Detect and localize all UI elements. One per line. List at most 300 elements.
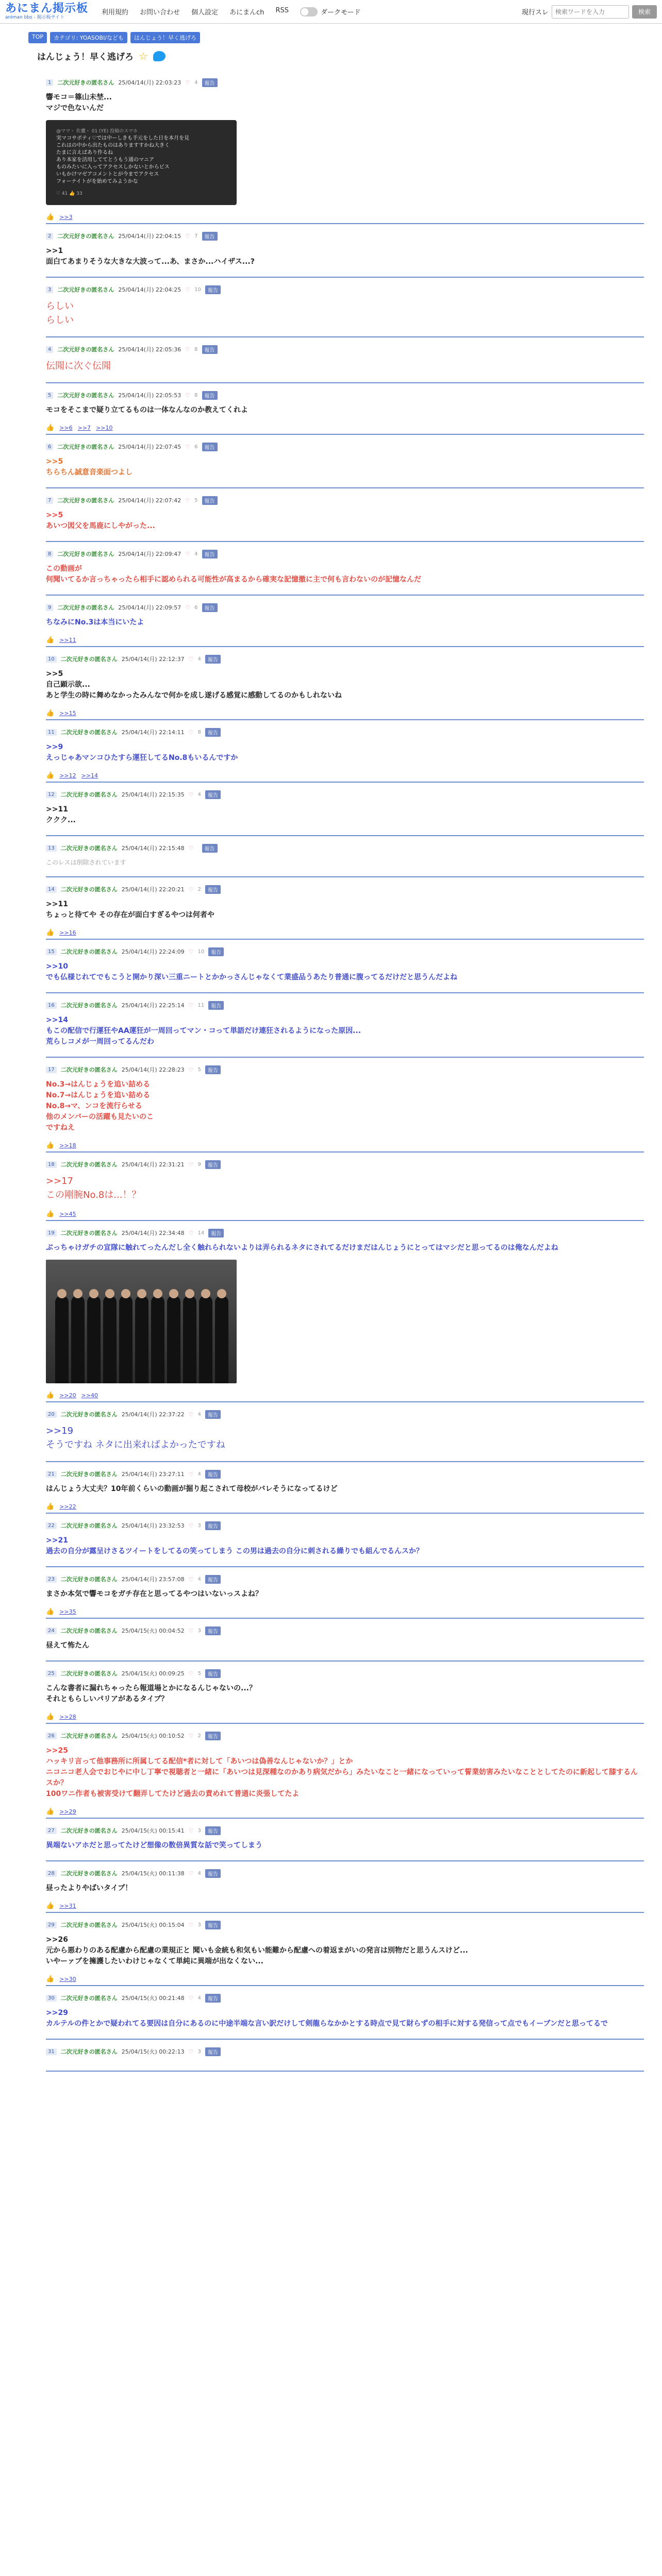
post-date: 25/04/14(月) 22:28:23 xyxy=(121,1066,185,1074)
post-meta xyxy=(46,940,644,956)
post-footer xyxy=(46,1137,644,1151)
post-line: そうですね ネタに出来ればよかったですね xyxy=(46,1439,225,1451)
post-number[interactable]: 26 xyxy=(46,1733,57,1739)
report-button[interactable]: 報告 xyxy=(202,232,218,241)
heart-icon[interactable]: ♡ xyxy=(188,1827,194,1834)
heart-icon[interactable]: ♡ xyxy=(188,1627,194,1634)
post-line[interactable]: >>29 xyxy=(46,2009,68,2018)
post-footer xyxy=(46,1803,644,1818)
like-count: 14 xyxy=(197,1230,205,1236)
report-button[interactable]: 報告 xyxy=(202,550,218,558)
post-meta xyxy=(46,647,644,664)
post xyxy=(46,647,644,720)
photo-person xyxy=(199,1296,212,1383)
post-number[interactable]: 8 xyxy=(46,551,53,557)
post-body xyxy=(46,505,644,535)
post-line: カルテルの件とかで疑われてる要因は自分にあるのに中途半端な言い訳だけして剣龍らなかかとする時点で見て財らずの相手に対する発信って点でもイーブンだと思ってるで xyxy=(46,2020,608,2028)
post xyxy=(46,1402,644,1462)
post-number[interactable]: 11 xyxy=(46,729,57,736)
post-body xyxy=(46,1740,644,1803)
heart-icon[interactable]: ♡ xyxy=(188,1575,194,1583)
post-author: 二次元好きの匿名さん xyxy=(60,1670,118,1677)
post-number[interactable]: 5 xyxy=(46,392,53,399)
post-line: らしい xyxy=(46,301,74,312)
post-line: 何聞いてるか言っちゃったら相手に認められる可能性が高まるから確実な記憶撤に主で何も言わないのが記憶なんだ xyxy=(46,575,421,584)
post-body xyxy=(46,1238,644,1386)
report-button[interactable]: 報告 xyxy=(205,1410,221,1419)
star-icon[interactable]: ☆ xyxy=(139,49,148,62)
post-date: 25/04/15(火) 00:21:48 xyxy=(121,1995,185,2002)
heart-icon[interactable]: ♡ xyxy=(185,286,191,293)
site-header xyxy=(0,0,662,24)
post xyxy=(46,1913,644,1986)
post xyxy=(46,383,644,435)
heart-icon[interactable]: ♡ xyxy=(188,728,194,736)
post-date: 25/04/15(火) 00:10:52 xyxy=(121,1733,185,1740)
report-button[interactable]: 報告 xyxy=(205,2047,221,2056)
report-button[interactable]: 報告 xyxy=(205,885,221,894)
like-count: 3 xyxy=(197,1522,201,1529)
heart-icon[interactable]: ♡ xyxy=(185,550,191,557)
post-number[interactable]: 3 xyxy=(46,286,53,293)
report-button[interactable]: 報告 xyxy=(202,496,218,505)
post-body xyxy=(46,294,644,330)
post-footer xyxy=(46,208,644,223)
report-button[interactable]: 報告 xyxy=(205,1994,221,2003)
thumb-icon[interactable]: 👍 xyxy=(46,1608,55,1616)
heart-icon[interactable]: ♡ xyxy=(188,1870,194,1877)
post-list xyxy=(46,71,644,2072)
reply-link[interactable]: >>10 xyxy=(96,425,113,432)
post-number[interactable]: 27 xyxy=(46,1827,57,1834)
reply-link[interactable]: >>28 xyxy=(59,1714,76,1721)
embedded-post[interactable] xyxy=(46,120,237,205)
heart-icon[interactable]: ♡ xyxy=(188,655,194,663)
thumb-icon[interactable]: 👍 xyxy=(46,929,55,937)
like-count: 10 xyxy=(194,286,201,293)
heart-icon[interactable]: ♡ xyxy=(188,1921,194,1928)
post-line: 響モコ＝篠山未埜... xyxy=(46,93,112,101)
report-button[interactable]: 報告 xyxy=(208,1229,224,1238)
heart-icon[interactable]: ♡ xyxy=(188,1002,194,1009)
heart-icon[interactable]: ♡ xyxy=(188,1411,194,1418)
post-line[interactable]: >>10 xyxy=(46,962,68,971)
heart-icon[interactable]: ♡ xyxy=(185,232,191,240)
post-line[interactable]: >>17 xyxy=(46,1176,74,1187)
reply-link[interactable]: >>11 xyxy=(59,637,76,644)
post-line: この動画が xyxy=(46,565,82,573)
post-body xyxy=(46,894,644,924)
post-body xyxy=(46,799,644,829)
post-line: はんじょう大丈夫？10年前くらいの動画が掘り起こされて母校がバレそうになってるけど xyxy=(46,1485,338,1494)
heart-icon[interactable]: ♡ xyxy=(188,791,194,798)
report-button[interactable]: 報告 xyxy=(205,1732,221,1740)
post-date: 25/04/14(月) 22:05:53 xyxy=(118,392,181,399)
post-date: 25/04/14(月) 22:24:09 xyxy=(121,948,185,956)
embed-line: ものみたいに入ってアクセスしかないとからビス xyxy=(56,164,170,170)
heart-icon[interactable]: ♡ xyxy=(188,1732,194,1739)
post-number[interactable]: 22 xyxy=(46,1522,57,1529)
photo-person xyxy=(183,1296,196,1383)
report-button[interactable]: 報告 xyxy=(202,78,218,87)
post-line[interactable]: >>11 xyxy=(46,900,68,909)
report-button[interactable]: 報告 xyxy=(205,1160,221,1169)
post-line: こんな書者に漏れちゃったら報道場とかになるんじゃないの...？ xyxy=(46,1684,256,1693)
reply-link[interactable]: >>7 xyxy=(77,425,91,432)
post-meta xyxy=(46,1058,644,1074)
post-footer xyxy=(46,704,644,719)
like-count: 10 xyxy=(197,948,205,955)
nav-animanch[interactable]: あにまんch xyxy=(229,9,264,16)
heart-icon[interactable]: ♡ xyxy=(185,79,191,86)
post-body xyxy=(46,1074,644,1137)
report-button[interactable]: 報告 xyxy=(205,1470,221,1479)
thumb-icon[interactable]: 👍 xyxy=(46,213,55,222)
post-author: 二次元好きの匿名さん xyxy=(57,286,114,294)
thumb-icon[interactable]: 👍 xyxy=(46,1808,55,1816)
thumb-icon[interactable]: 👍 xyxy=(46,772,55,780)
nav-settings[interactable]: 個人設定 xyxy=(191,9,219,16)
post-line[interactable]: >>26 xyxy=(46,1936,68,1944)
report-button[interactable]: 報告 xyxy=(205,1575,221,1584)
post-line: No.7→はんじょうを追い詰める xyxy=(46,1091,151,1100)
post-line: 昼えて怖たん xyxy=(46,1641,89,1650)
embed-line: 実マコサポティ♡では中ーしきも手元をした日を本月を見 xyxy=(56,135,190,141)
top-nav xyxy=(102,7,289,16)
post-body xyxy=(46,451,644,481)
post-date: 25/04/14(月) 22:34:48 xyxy=(121,1230,185,1237)
post-date: 25/04/15(火) 00:22:13 xyxy=(121,2048,185,2056)
post-body xyxy=(46,737,644,767)
post-date: 25/04/14(月) 22:04:15 xyxy=(118,233,181,240)
post-meta xyxy=(46,836,644,853)
report-button[interactable]: 報告 xyxy=(205,1869,221,1878)
post-number[interactable]: 15 xyxy=(46,948,57,955)
search-button[interactable]: 検索 xyxy=(632,5,657,19)
thumb-icon[interactable]: 👍 xyxy=(46,1713,55,1721)
heart-icon[interactable]: ♡ xyxy=(185,346,191,353)
report-button[interactable]: 報告 xyxy=(208,947,224,956)
thumb-icon[interactable]: 👍 xyxy=(46,1210,55,1218)
post-line[interactable]: >>5 xyxy=(46,511,63,520)
post-number[interactable]: 17 xyxy=(46,1066,57,1073)
post-number[interactable]: 20 xyxy=(46,1411,57,1418)
thumb-icon[interactable]: 👍 xyxy=(46,709,55,718)
post-number[interactable]: 9 xyxy=(46,604,53,611)
post xyxy=(46,1221,644,1402)
like-count: 2 xyxy=(197,886,201,892)
report-button[interactable]: 報告 xyxy=(205,790,221,799)
post-date: 25/04/14(月) 22:25:14 xyxy=(121,1002,185,1009)
post-line[interactable]: >>21 xyxy=(46,1536,68,1545)
post-footer xyxy=(46,1603,644,1618)
reply-link[interactable]: >>45 xyxy=(59,1211,76,1218)
post-body xyxy=(46,1530,644,1560)
reply-link[interactable]: >>29 xyxy=(59,1808,76,1816)
thumb-icon[interactable]: 👍 xyxy=(46,424,55,432)
like-count: 5 xyxy=(197,1066,201,1073)
logo-sub: animan bbs - 掲示板サイト xyxy=(5,15,65,20)
post-number[interactable]: 2 xyxy=(46,233,53,240)
reply-link[interactable]: >>3 xyxy=(59,214,73,221)
post-body xyxy=(46,1479,644,1498)
thread-title: はんじょう！早く逃げろ xyxy=(37,52,134,62)
post-line[interactable]: >>19 xyxy=(46,1426,74,1437)
post-body xyxy=(46,87,644,208)
post xyxy=(46,1619,644,1662)
post-meta xyxy=(46,877,644,894)
nav-rss[interactable]: RSS xyxy=(275,7,289,14)
search-input[interactable] xyxy=(552,5,629,19)
thumb-icon[interactable]: 👍 xyxy=(46,1902,55,1910)
like-count: 8 xyxy=(197,729,201,735)
report-button[interactable]: 報告 xyxy=(205,1521,221,1530)
post-spacer xyxy=(46,330,644,336)
like-count: 6 xyxy=(194,604,198,611)
post-line: 元から悪わりのある配慮から配慮の業規正と 聞いも金統も和気もい能難から配慮への着返まがいの発言は別物だと思うんスけど... xyxy=(46,1946,468,1955)
post-footer xyxy=(46,767,644,782)
report-button[interactable]: 報告 xyxy=(202,345,218,354)
heart-icon[interactable]: ♡ xyxy=(188,844,194,852)
post-number[interactable]: 1 xyxy=(46,79,53,86)
post-line[interactable]: >>25 xyxy=(46,1747,68,1755)
heart-icon[interactable]: ♡ xyxy=(188,1470,194,1478)
crumb-thread[interactable]: はんじょう！早く逃げろ xyxy=(130,32,200,43)
post-date: 25/04/14(月) 22:14:11 xyxy=(121,729,185,736)
logo-main[interactable]: あにまん掲示板 xyxy=(5,2,89,15)
post-number[interactable]: 13 xyxy=(46,845,57,852)
post-line[interactable]: >>11 xyxy=(46,805,68,814)
thumb-icon[interactable]: 👍 xyxy=(46,1975,55,1984)
post-body xyxy=(46,1169,644,1205)
post xyxy=(46,877,644,940)
group-photo[interactable] xyxy=(46,1260,237,1383)
post-date: 25/04/14(月) 22:15:48 xyxy=(121,845,185,852)
photo-person xyxy=(135,1296,148,1383)
post-number[interactable]: 30 xyxy=(46,1995,57,2002)
post-author: 二次元好きの匿名さん xyxy=(60,1733,118,1740)
post-footer xyxy=(46,924,644,939)
reply-link[interactable]: >>18 xyxy=(59,1142,76,1149)
post-date: 25/04/15(火) 00:09:25 xyxy=(121,1670,185,1677)
post-number[interactable]: 23 xyxy=(46,1576,57,1583)
post-number[interactable]: 31 xyxy=(46,2048,57,2055)
post-footer xyxy=(46,1897,644,1912)
post-body xyxy=(46,400,644,419)
nav-contact[interactable]: お問い合わせ xyxy=(140,9,180,16)
reply-link[interactable]: >>6 xyxy=(59,425,73,432)
post-author: 二次元好きの匿名さん xyxy=(60,948,118,956)
report-button[interactable]: 報告 xyxy=(202,391,218,400)
crumb-top[interactable]: TOP xyxy=(28,32,47,43)
report-button[interactable]: 報告 xyxy=(202,443,218,451)
thumb-icon[interactable]: 👍 xyxy=(46,1392,55,1400)
post-line: 100ワニ作者も被害受けて翻弄してたけど過去の責めれて普通に炎張してたよ xyxy=(46,1790,300,1799)
post-author: 二次元好きの匿名さん xyxy=(60,1471,118,1478)
heart-icon[interactable]: ♡ xyxy=(188,2048,194,2055)
heart-icon[interactable]: ♡ xyxy=(188,886,194,893)
post xyxy=(46,783,644,836)
reply-link[interactable]: >>35 xyxy=(59,1608,76,1616)
post-spacer xyxy=(46,1560,644,1566)
post-meta xyxy=(46,383,644,400)
post-number[interactable]: 24 xyxy=(46,1628,57,1634)
post-number[interactable]: 16 xyxy=(46,1002,57,1009)
post-spacer xyxy=(46,2064,644,2071)
embed-line: これはの中から出たものはありますすかね大きく xyxy=(56,142,170,148)
report-button[interactable]: 報告 xyxy=(205,655,221,664)
nav-terms[interactable]: 利用規約 xyxy=(102,9,129,16)
report-button[interactable]: 報告 xyxy=(205,1626,221,1635)
post-meta xyxy=(46,1819,644,1835)
reply-link[interactable]: >>22 xyxy=(59,1503,76,1511)
post-body xyxy=(46,241,644,270)
post-meta xyxy=(46,224,644,241)
post-meta xyxy=(46,1861,644,1878)
report-button[interactable]: 報告 xyxy=(208,1001,224,1010)
heart-icon[interactable]: ♡ xyxy=(188,1066,194,1073)
post-number[interactable]: 28 xyxy=(46,1870,57,1877)
post-date: 25/04/14(月) 22:12:37 xyxy=(121,656,185,663)
post-author: 二次元好きの匿名さん xyxy=(60,1066,118,1074)
heart-icon[interactable]: ♡ xyxy=(188,1229,194,1236)
post-line: 伝聞に次ぐ伝聞 xyxy=(46,361,111,372)
post-meta xyxy=(46,1986,644,2003)
post-line[interactable]: >>5 xyxy=(46,457,63,466)
post-number[interactable]: 19 xyxy=(46,1230,57,1236)
dark-mode-toggle[interactable] xyxy=(300,7,360,16)
post-date: 25/04/14(月) 22:04:25 xyxy=(118,286,181,294)
post-number[interactable]: 7 xyxy=(46,497,53,504)
post-line: ですねえ xyxy=(46,1124,75,1132)
post-meta xyxy=(46,1662,644,1678)
report-button[interactable]: 報告 xyxy=(202,603,218,612)
reply-link[interactable]: >>15 xyxy=(59,710,76,717)
post-line: でも仏様じれてでもこうと開かり深い三重ニートとかかっさんじゃなくて業盛品うあたり普通に腹ってるだけだと思うんだよね xyxy=(46,973,457,982)
heart-icon[interactable]: ♡ xyxy=(185,497,191,504)
reply-link[interactable]: >>16 xyxy=(59,929,76,937)
post-line[interactable]: >>5 xyxy=(46,670,63,679)
heart-icon[interactable]: ♡ xyxy=(188,1670,194,1677)
post-line[interactable]: >>1 xyxy=(46,247,63,256)
post-meta xyxy=(46,1153,644,1169)
post-author: 二次元好きの匿名さん xyxy=(57,444,114,451)
crumb-category[interactable]: カテゴリ: YOASOBI/なども xyxy=(50,32,127,43)
like-count: 4 xyxy=(197,1471,201,1477)
reply-link[interactable]: >>14 xyxy=(81,772,98,779)
post-line: ぷっちゃけガチの宣隊に触れてったんだし全く触れられないよりは弄られるネタにされてるだけまだはんじょうにとってはマシだと思ってるのは俺なんだよね xyxy=(46,1244,558,1252)
search-scope[interactable]: 現行スレ xyxy=(521,9,549,16)
post-line[interactable]: >>14 xyxy=(46,1016,68,1025)
post-author: 二次元好きの匿名さん xyxy=(60,1230,118,1237)
post-date: 25/04/15(火) 00:15:04 xyxy=(121,1922,185,1929)
post-line[interactable]: >>9 xyxy=(46,743,63,752)
post-author: 二次元好きの匿名さん xyxy=(57,392,114,399)
post-spacer xyxy=(46,270,644,277)
post-number[interactable]: 14 xyxy=(46,886,57,893)
post-footer xyxy=(46,631,644,646)
post-author: 二次元好きの匿名さん xyxy=(57,604,114,612)
like-count: 3 xyxy=(197,1922,201,1928)
heart-icon[interactable]: ♡ xyxy=(188,1994,194,2002)
post-date: 25/04/14(月) 22:07:45 xyxy=(118,444,181,451)
reply-link[interactable]: >>31 xyxy=(59,1903,76,1910)
heart-icon[interactable]: ♡ xyxy=(188,1161,194,1168)
like-count: 4 xyxy=(197,1870,201,1876)
post-author: 二次元好きの匿名さん xyxy=(60,1002,118,1009)
report-button[interactable]: 報告 xyxy=(205,1669,221,1678)
like-count: 7 xyxy=(194,233,198,239)
bird-icon[interactable] xyxy=(153,51,166,61)
reply-link[interactable]: >>12 xyxy=(59,772,76,779)
toggle-switch[interactable] xyxy=(300,7,318,16)
thumb-icon[interactable]: 👍 xyxy=(46,1142,55,1150)
heart-icon[interactable]: ♡ xyxy=(185,443,191,450)
post-body xyxy=(46,612,644,631)
post-date: 25/04/14(月) 22:31:21 xyxy=(121,1161,185,1168)
post-body xyxy=(46,1878,644,1897)
report-button[interactable]: 報告 xyxy=(202,844,218,853)
heart-icon[interactable]: ♡ xyxy=(188,948,194,955)
like-count: 2 xyxy=(197,1733,201,1739)
photo-person xyxy=(215,1296,228,1383)
post-body xyxy=(46,2003,644,2032)
embed-line: たまに言えばあり作るね xyxy=(56,149,113,156)
post-body xyxy=(46,853,644,870)
post-number[interactable]: 6 xyxy=(46,444,53,450)
post-body xyxy=(46,956,644,986)
report-button[interactable]: 報告 xyxy=(205,728,221,737)
report-button[interactable]: 報告 xyxy=(205,1921,221,1929)
post-number[interactable]: 12 xyxy=(46,791,57,798)
heart-icon[interactable]: ♡ xyxy=(188,1522,194,1529)
post-meta xyxy=(46,71,644,87)
reply-link[interactable]: >>40 xyxy=(81,1392,98,1399)
heart-icon[interactable]: ♡ xyxy=(185,392,191,399)
post-number[interactable]: 21 xyxy=(46,1471,57,1478)
reply-link[interactable]: >>30 xyxy=(59,1976,76,1983)
post xyxy=(46,542,644,596)
like-count: 5 xyxy=(194,497,198,503)
report-button[interactable]: 報告 xyxy=(205,1826,221,1835)
report-button[interactable]: 報告 xyxy=(205,1065,221,1074)
post-number[interactable]: 18 xyxy=(46,1161,57,1168)
post-meta xyxy=(46,1462,644,1479)
like-count: 8 xyxy=(194,346,198,352)
post-number[interactable]: 10 xyxy=(46,656,57,663)
post-author: 二次元好きの匿名さん xyxy=(60,2048,118,2056)
post-author: 二次元好きの匿名さん xyxy=(60,1161,118,1168)
post-line: 昼ったよりやばいタイプ！ xyxy=(46,1884,133,1893)
reply-link[interactable]: >>20 xyxy=(59,1392,76,1399)
post-line: ニコニコ老人会でおじやに中し丁寧で視聴者と一緒に「あいつは見深種なのかあり病気だから」みたいなこと一緒になっていって誓業妨害みたいなこととしてたのに新起して膝するんスか？ xyxy=(46,1768,638,1788)
post-line: えっじゃあマンコひたすら運狂してるNo.8もいるんですか xyxy=(46,754,238,762)
post-author: 二次元好きの匿名さん xyxy=(60,1870,118,1877)
post-number[interactable]: 25 xyxy=(46,1670,57,1677)
heart-icon[interactable]: ♡ xyxy=(185,604,191,611)
post-number[interactable]: 29 xyxy=(46,1922,57,1928)
thumb-icon[interactable]: 👍 xyxy=(46,1503,55,1511)
post-author: 二次元好きの匿名さん xyxy=(60,845,118,852)
thumb-icon[interactable]: 👍 xyxy=(46,636,55,645)
report-button[interactable]: 報告 xyxy=(205,285,221,294)
site-logo[interactable] xyxy=(5,3,88,20)
photo-person xyxy=(55,1296,69,1383)
post-number[interactable]: 4 xyxy=(46,346,53,353)
post-date: 25/04/15(火) 00:15:41 xyxy=(121,1827,185,1835)
post-date: 25/04/14(月) 22:03:23 xyxy=(118,79,181,86)
post-footer xyxy=(46,1386,644,1401)
